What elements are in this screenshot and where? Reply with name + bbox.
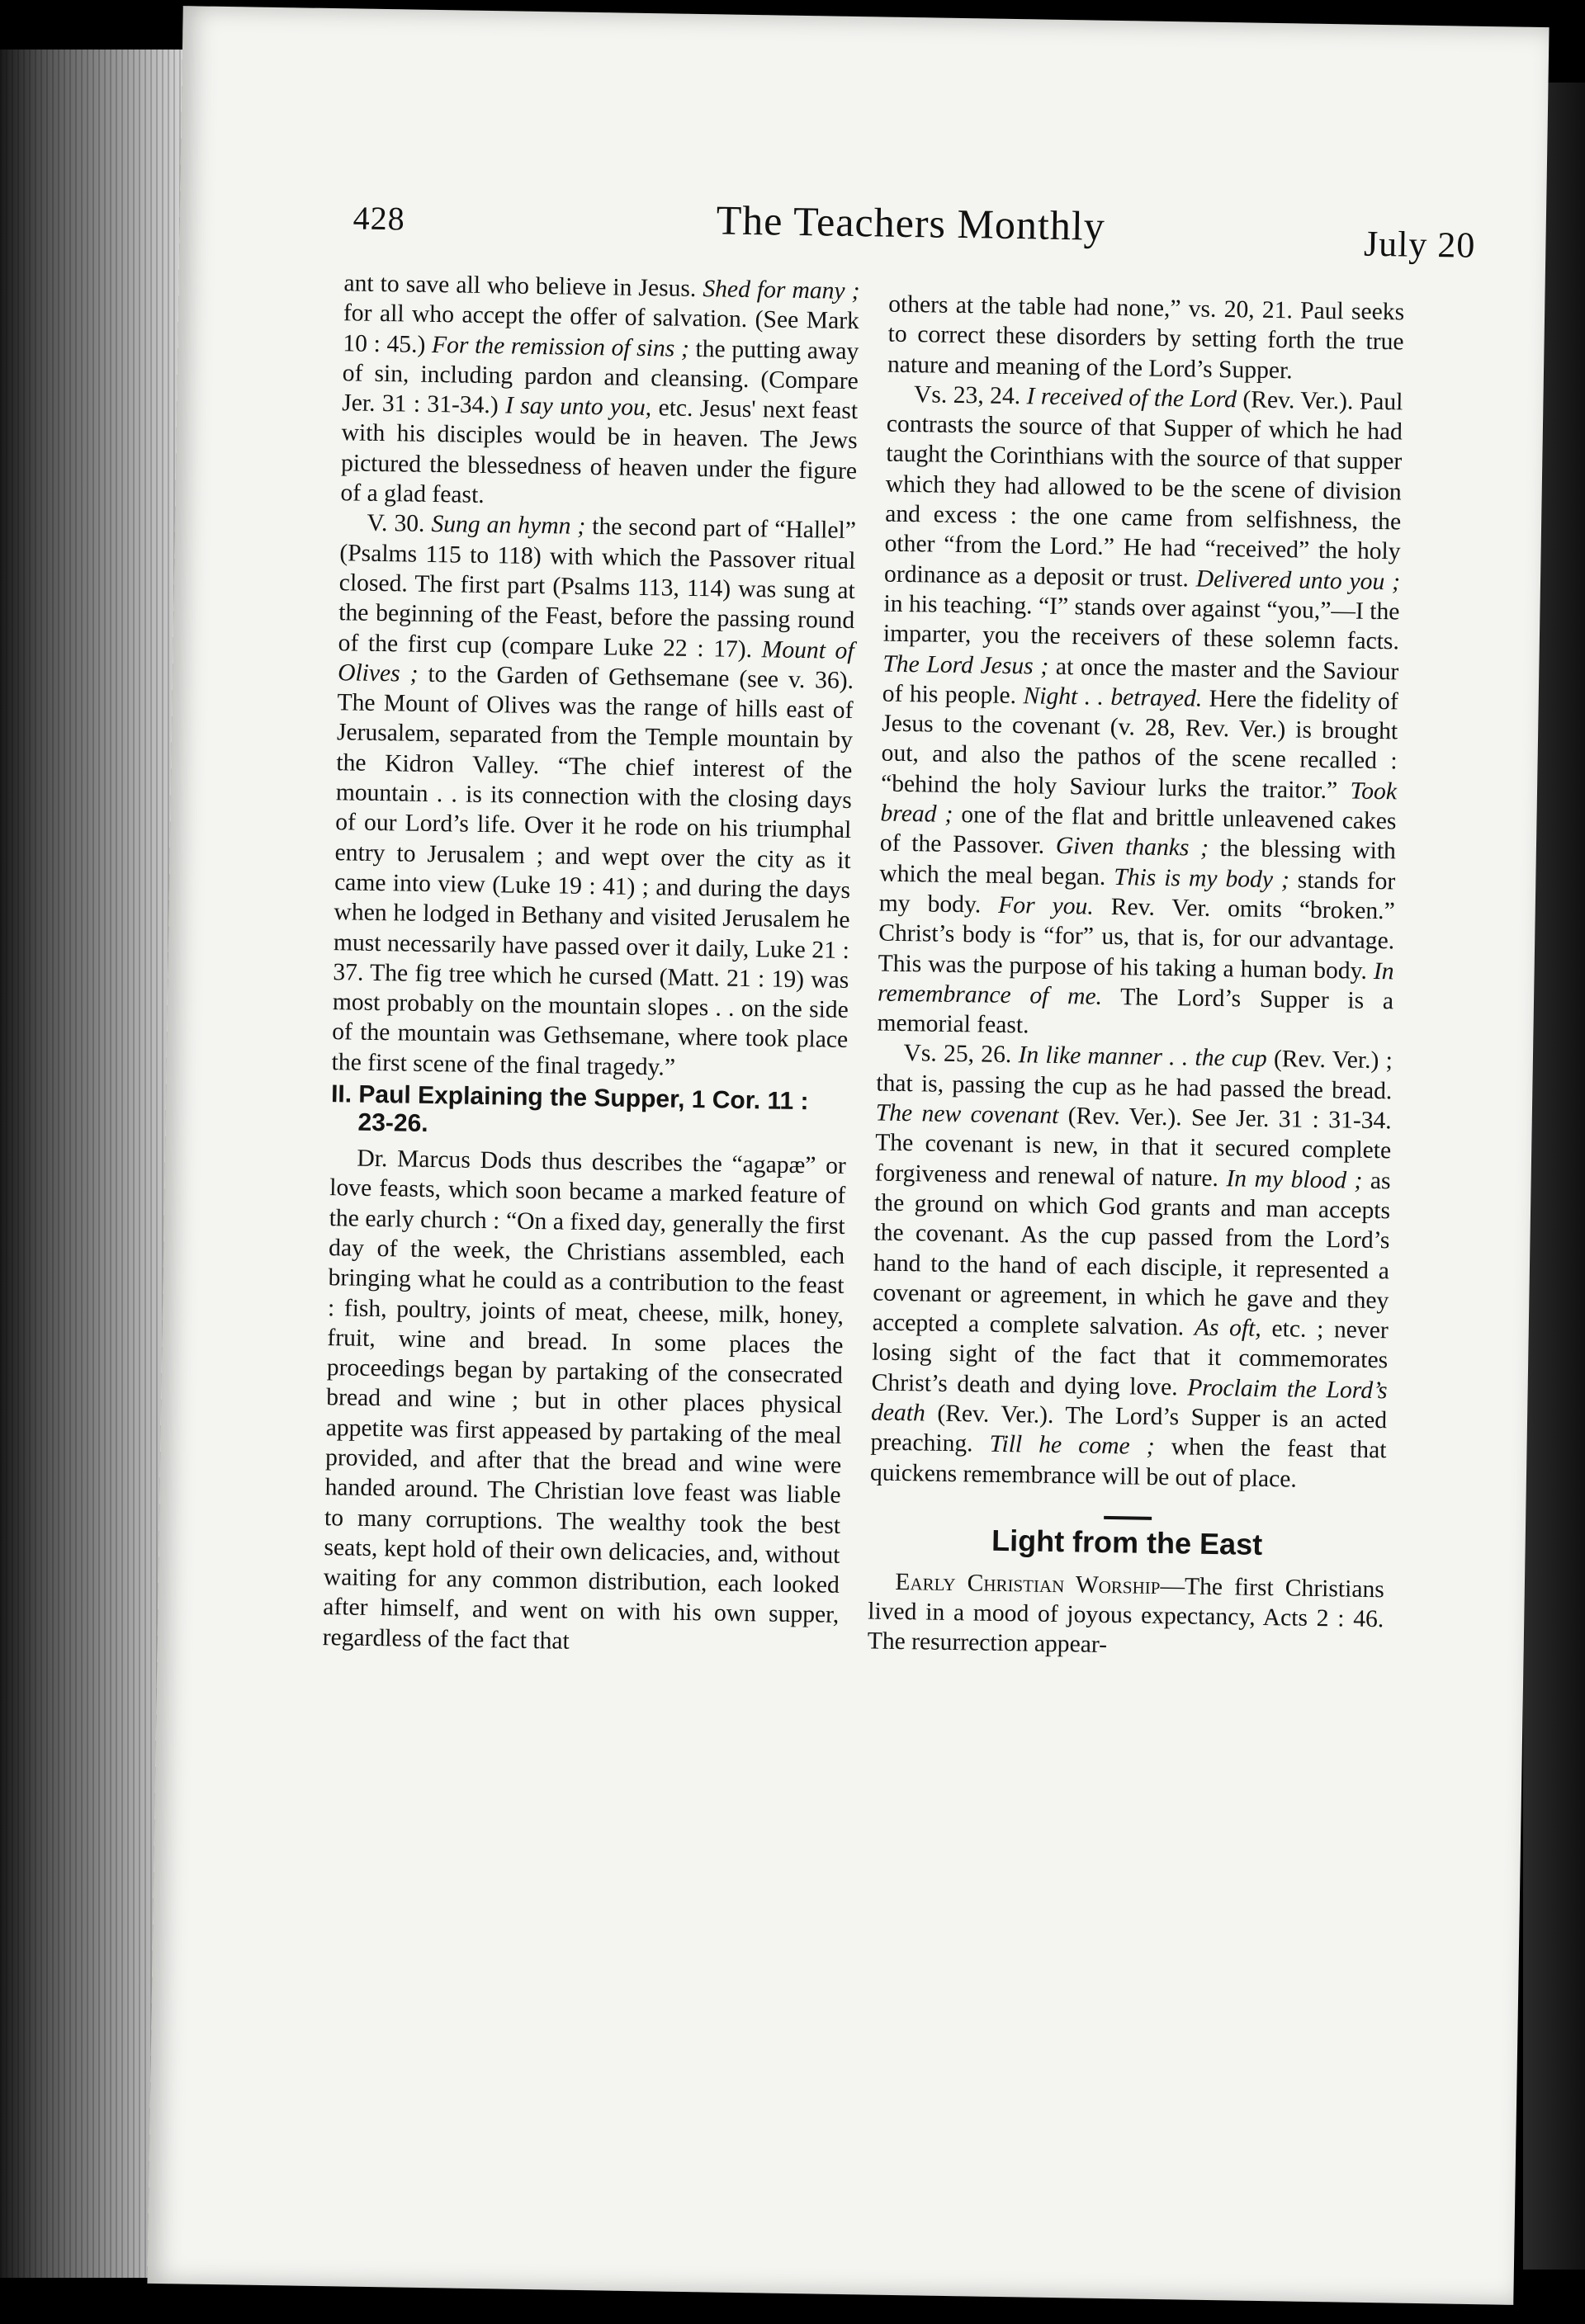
section-heading: II. Paul Explaining the Supper, 1 Cor. 11 : 23-26. (330, 1080, 809, 1138)
paragraph: V. 30. Sung an hymn ; the second part of “Hallel” (Psalms 115 to 118) with which the Passover ritual closed. The first part (Psalms 113, 114) was sung at the beginning of the Feast, before the passing round of the first cup (compare Luke 22 : 17). Mount of Olives ; to the Garden of Gethsemane (see v. 36). The Mount of Olives was the range of hills east of Jerusalem, separated from the Temple mountain by the Kidron Valley. “The chief interest of the mountain . . is its connection with the closing days of our Lord’s life. Over it he rode on his triumphal entry to Jerusalem ; and wept over the city as it came into view (Luke 19 : 41) ; and during the days when he lodged in Bethany and visited Jerusalem he must necessarily have passed over it daily, Luke 21 : 37. The fig tree which he cursed (Matt. 21 : 19) was most probably on the mountain slopes . . on the side of the mountain was Gethsemane, where took place the first scene of the final tragedy.” (331, 510, 857, 1081)
running-header (352, 182, 1476, 265)
paragraph: ant to save all who believe in Jesus. Shed for many ; for all who accept the offer of salvation. (See Mark 10 : 45.) For the remission of sins ; the putting away of sin, including pardon and cleansing. (Compare Jer. 31 : 31-34.) I say unto you, etc. Jesus' next feast with his disciples would be in heaven. The Jews pictured the blessedness of heaven under the figure of a glad feast. (340, 270, 860, 509)
right-column (867, 290, 1404, 1665)
paragraph: others at the table had none,” vs. 20, 21. Paul seeks to correct these disorders by setting forth the true nature and meaning of the Lord’s Supper. (887, 290, 1405, 384)
page-number: 428 (352, 199, 406, 238)
paragraph: Dr. Marcus Dods thus describes the “agapæ” or love feasts, which soon became a marked feature of the early church : “On a fixed day, generally the first day of the week, the Christians assembled, each bringing what he could as a contribution to the feast : fish, poultry, joints of meat, cheese, milk, honey, fruit, wine and bread. In some places the proceedings began by partaking of the consecrated bread and wine ; but in other places physical appetite was first appeased by partaking of the meal provided, and after that the bread and wine were handed around. The Christian love feast was liable to many corruptions. The wealthy took the best seats, kept hold of their own delicacies, and, without waiting for any common distribution, each looked after himself, and went on with his own supper, regardless of the fact that (322, 1145, 847, 1655)
book-page (147, 6, 1549, 2305)
journal-title: The Teachers Monthly (716, 196, 1106, 249)
paragraph: Vs. 25, 26. In like manner . . the cup (Rev. Ver.) ; that is, passing the cup as he had passed the bread. The new covenant (Rev. Ver.). See Jer. 31 : 31-34. The covenant is new, in that it secured complete forgiveness and renewal of nature. In my blood ; as the ground on which God grants and man accepts the covenant. As the cup passed from the Lord’s hand to the hand of each disciple, it represented a covenant or agreement, in which he gave and they accepted a complete salvation. As oft, etc. ; never losing sight of the fact that it commemorates Christ’s death and dying love. Proclaim the Lord’s death (Rev. Ver.). The Lord’s Supper is an acted preaching. Till he come ; when the feast that quickens remembrance will be out of place. (869, 1040, 1393, 1493)
paragraph: Vs. 23, 24. I received of the Lord (Rev. Ver.). Paul contrasts the source of that Supper of which he had taught the Corinthians with the source of that supper which they had allowed to be the scene of division and excess : the one came from selfishness, the other “from the Lord.” He had “received” the holy ordinance as a deposit or trust. Delivered unto you ; in his teaching. “I” stands over against “you,”—I the imparter, you the receivers of these solemn facts. The Lord Jesus ; at once the master and the Saviour of his people. Night . . betrayed. Here the fidelity of Jesus to the covenant (v. 28, Rev. Ver.) is brought out, and also the pathos of the scene recalled : “behind the holy Saviour lurks the traitor.” Took bread ; one of the flat and brittle unleavened cakes of the Passover. Given thanks ; the blessing with which the meal began. This is my body ; stands for my body. For you. Rev. Ver. omits “broken.” Christ’s body is “for” us, that is, for our advantage. This was the purpose of his taking a human body. In remembrance of me. The Lord’s Supper is a memorial feast. (877, 381, 1403, 1039)
section-divider (1104, 1516, 1152, 1520)
paragraph: Early Christian Worship—The first Christians lived in a mood of joyous expectancy, Acts 2 : 46. The resurrection appear- (867, 1568, 1385, 1659)
run-in-heading: Early Christian Worship (895, 1568, 1161, 1599)
section-title: Light from the East (991, 1523, 1263, 1561)
left-column (322, 268, 859, 1660)
issue-date: July 20 (1363, 223, 1476, 266)
